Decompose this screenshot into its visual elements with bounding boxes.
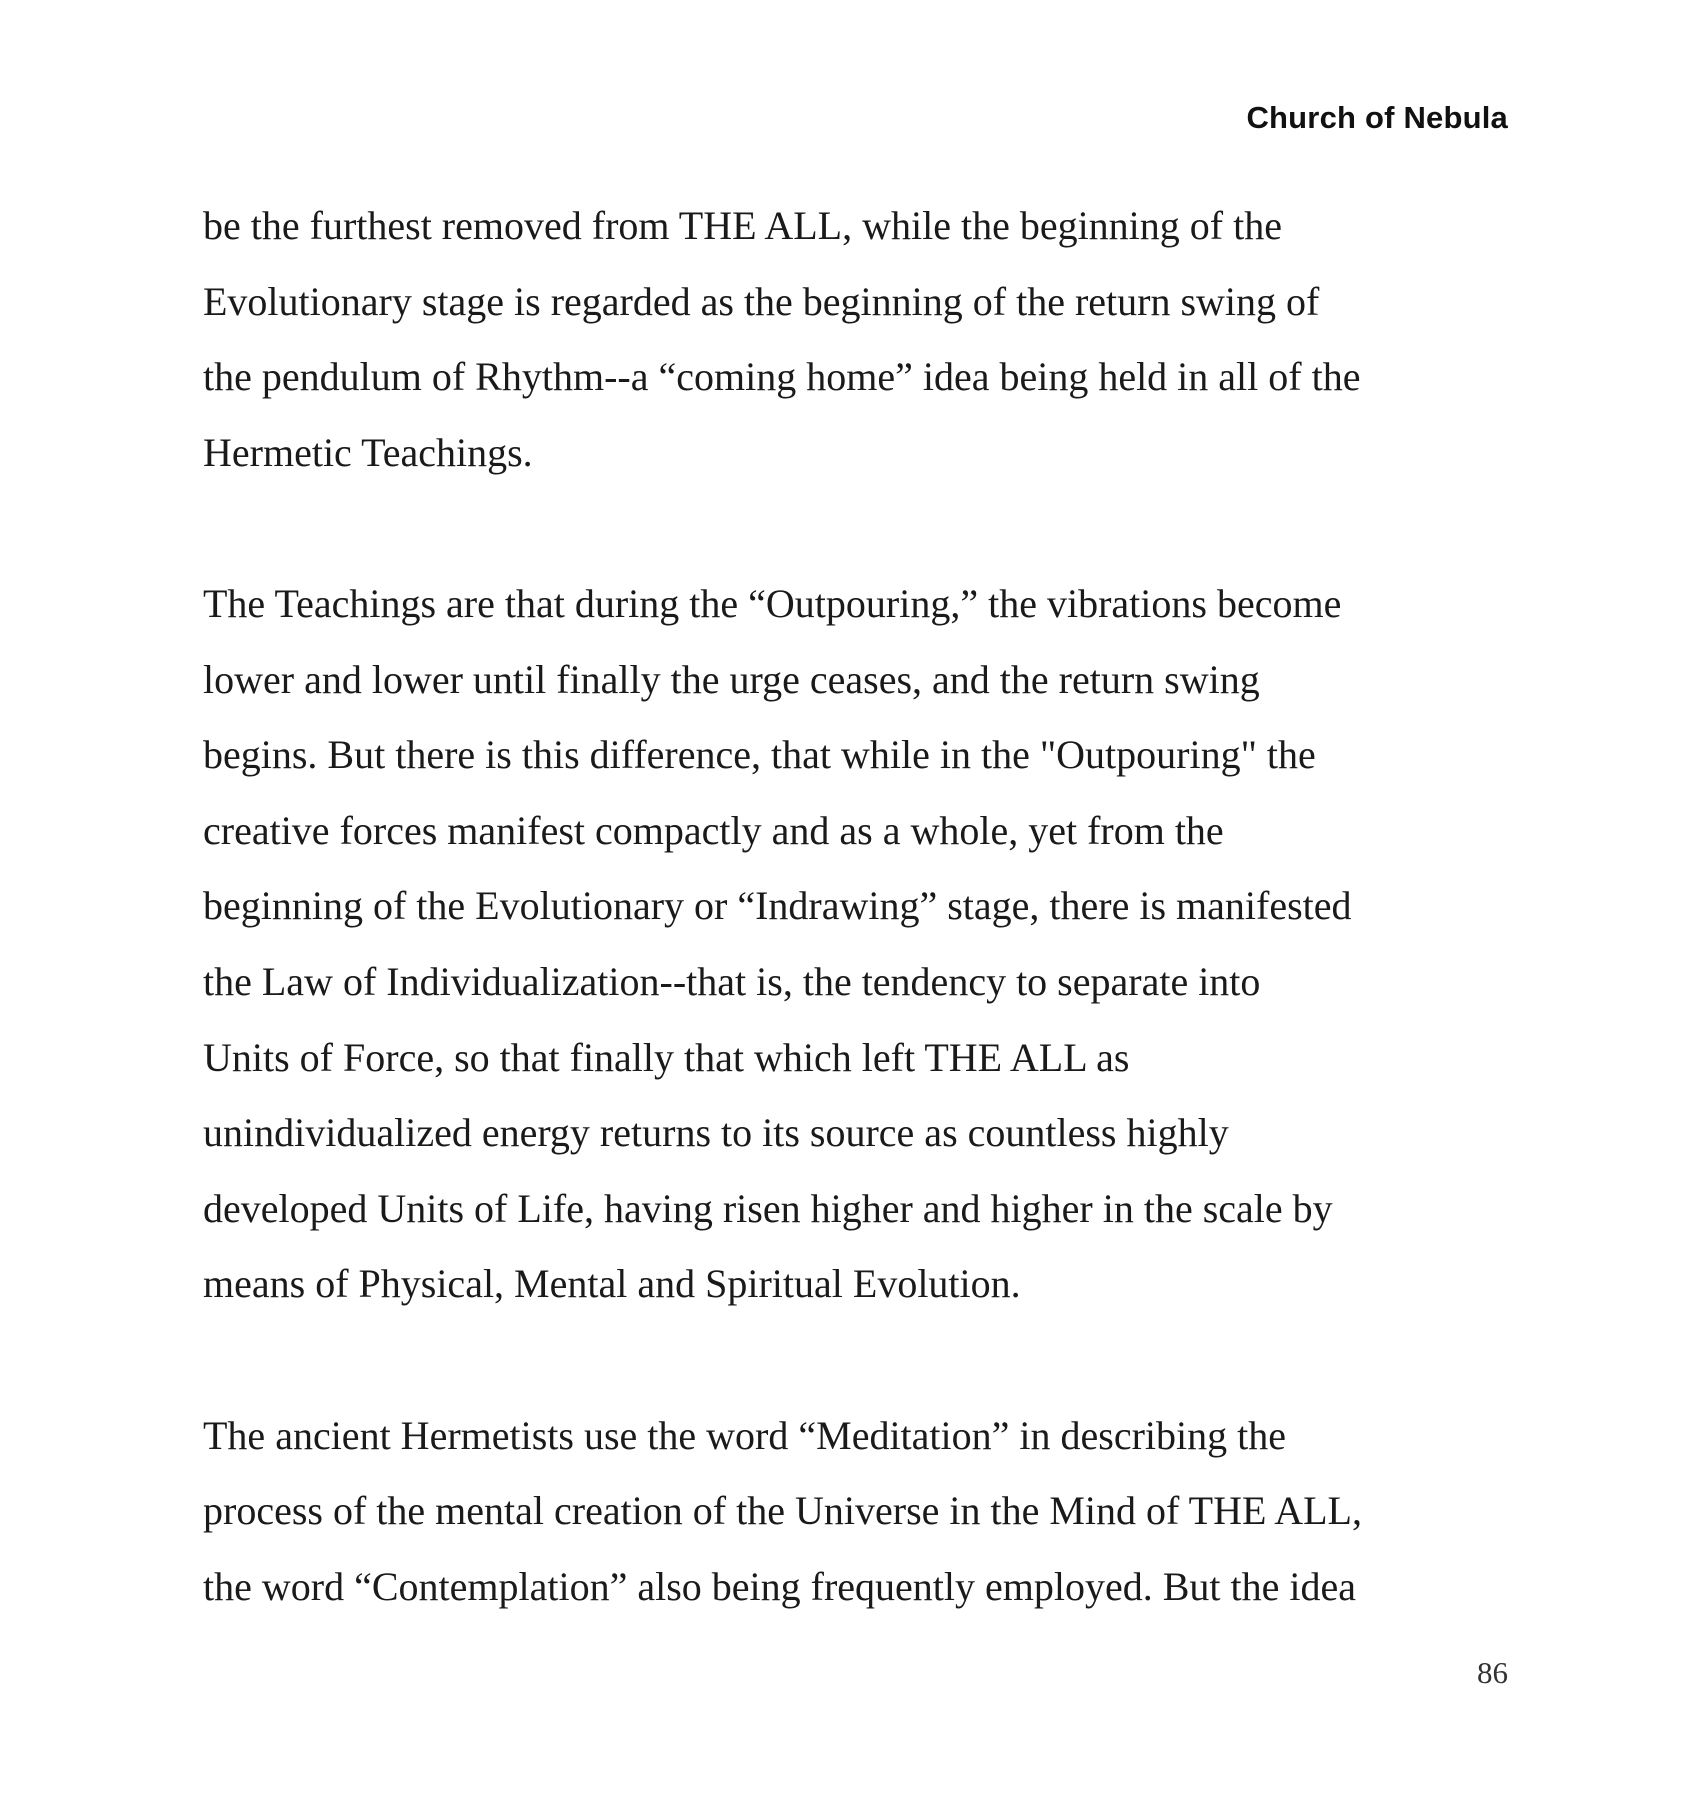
text-line: developed Units of Life, having risen higher and higher in the scale by — [203, 1185, 1333, 1231]
text-line: Units of Force, so that finally that which left THE ALL as — [203, 1034, 1130, 1080]
text-line: process of the mental creation of the Universe in the Mind of THE ALL, — [203, 1488, 1362, 1534]
text-line: beginning of the Evolutionary or “Indrawing” stage, there is manifested — [203, 883, 1352, 929]
text-line: Hermetic Teachings. — [203, 429, 533, 475]
text-line: the Law of Individualization--that is, the tendency to separate into — [203, 958, 1261, 1004]
text-line: be the furthest removed from THE ALL, while the beginning of the — [203, 203, 1282, 248]
paragraph — [203, 188, 1523, 490]
paragraph-spacer — [203, 490, 1523, 566]
paragraph — [203, 1398, 1523, 1625]
text-line: the word “Contemplation” also being frequently employed. But the idea — [203, 1563, 1357, 1609]
text-line: unindividualized energy returns to its source as countless highly — [203, 1110, 1229, 1156]
text-line: The Teachings are that during the “Outpouring,” the vibrations become — [203, 580, 1342, 626]
text-line: The ancient Hermetists use the word “Meditation” in describing the — [203, 1412, 1287, 1458]
text-line: the pendulum of Rhythm--a “coming home” idea being held in all of the — [203, 354, 1361, 400]
text-line: means of Physical, Mental and Spiritual Evolution. — [203, 1261, 1021, 1307]
page-number: 86 — [1477, 1655, 1508, 1690]
text-line: Evolutionary stage is regarded as the beginning of the return swing of — [203, 278, 1320, 324]
text-line: creative forces manifest compactly and as a whole, yet from the — [203, 807, 1224, 853]
paragraph — [203, 566, 1523, 1322]
page-body — [203, 188, 1523, 1624]
text-line: begins. But there is this difference, that while in the "Outpouring" the — [203, 732, 1316, 778]
paragraph-spacer — [203, 1322, 1523, 1398]
text-line: lower and lower until finally the urge ceases, and the return swing — [203, 656, 1260, 702]
running-header: Church of Nebula — [1246, 100, 1508, 135]
